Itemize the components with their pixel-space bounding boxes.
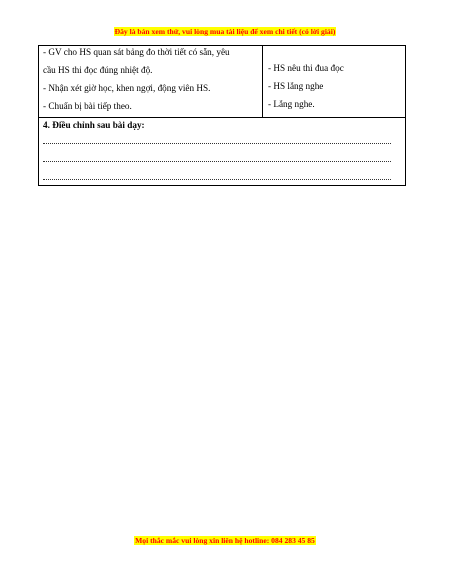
adjustment-row [39, 118, 405, 185]
student-activity-cell [263, 46, 405, 117]
hotline-text: Mọi thắc mắc vui lòng xin liên hệ hotline: 084 283 45 85 [135, 536, 315, 545]
preview-banner-text: Đây là bản xem thử, vui lòng mua tài liệu để xem chi tiết (có lời giải) [114, 27, 336, 36]
hotline-footer [0, 536, 450, 546]
student-line: - HS lắng nghe [268, 81, 324, 91]
teacher-line: - GV cho HS quan sát bảng đo thời tiết có sẵn, yêu [43, 47, 230, 57]
blank-line [43, 143, 391, 144]
lesson-table [38, 45, 406, 186]
blank-line [43, 161, 391, 162]
teacher-line: - Nhận xét giờ học, khen ngợi, động viên HS. [43, 83, 211, 93]
adjustment-heading: 4. Điều chỉnh sau bài dạy: [43, 120, 145, 130]
teacher-activity-cell [39, 46, 263, 117]
student-line: - HS nêu thi đua đọc [268, 63, 344, 73]
blank-line [43, 179, 391, 180]
teacher-line: cầu HS thi đọc đúng nhiệt độ. [43, 65, 153, 75]
preview-banner [0, 27, 450, 37]
activity-row [39, 46, 405, 118]
student-line: - Lắng nghe. [268, 99, 315, 109]
teacher-line: - Chuẩn bị bài tiếp theo. [43, 101, 132, 111]
